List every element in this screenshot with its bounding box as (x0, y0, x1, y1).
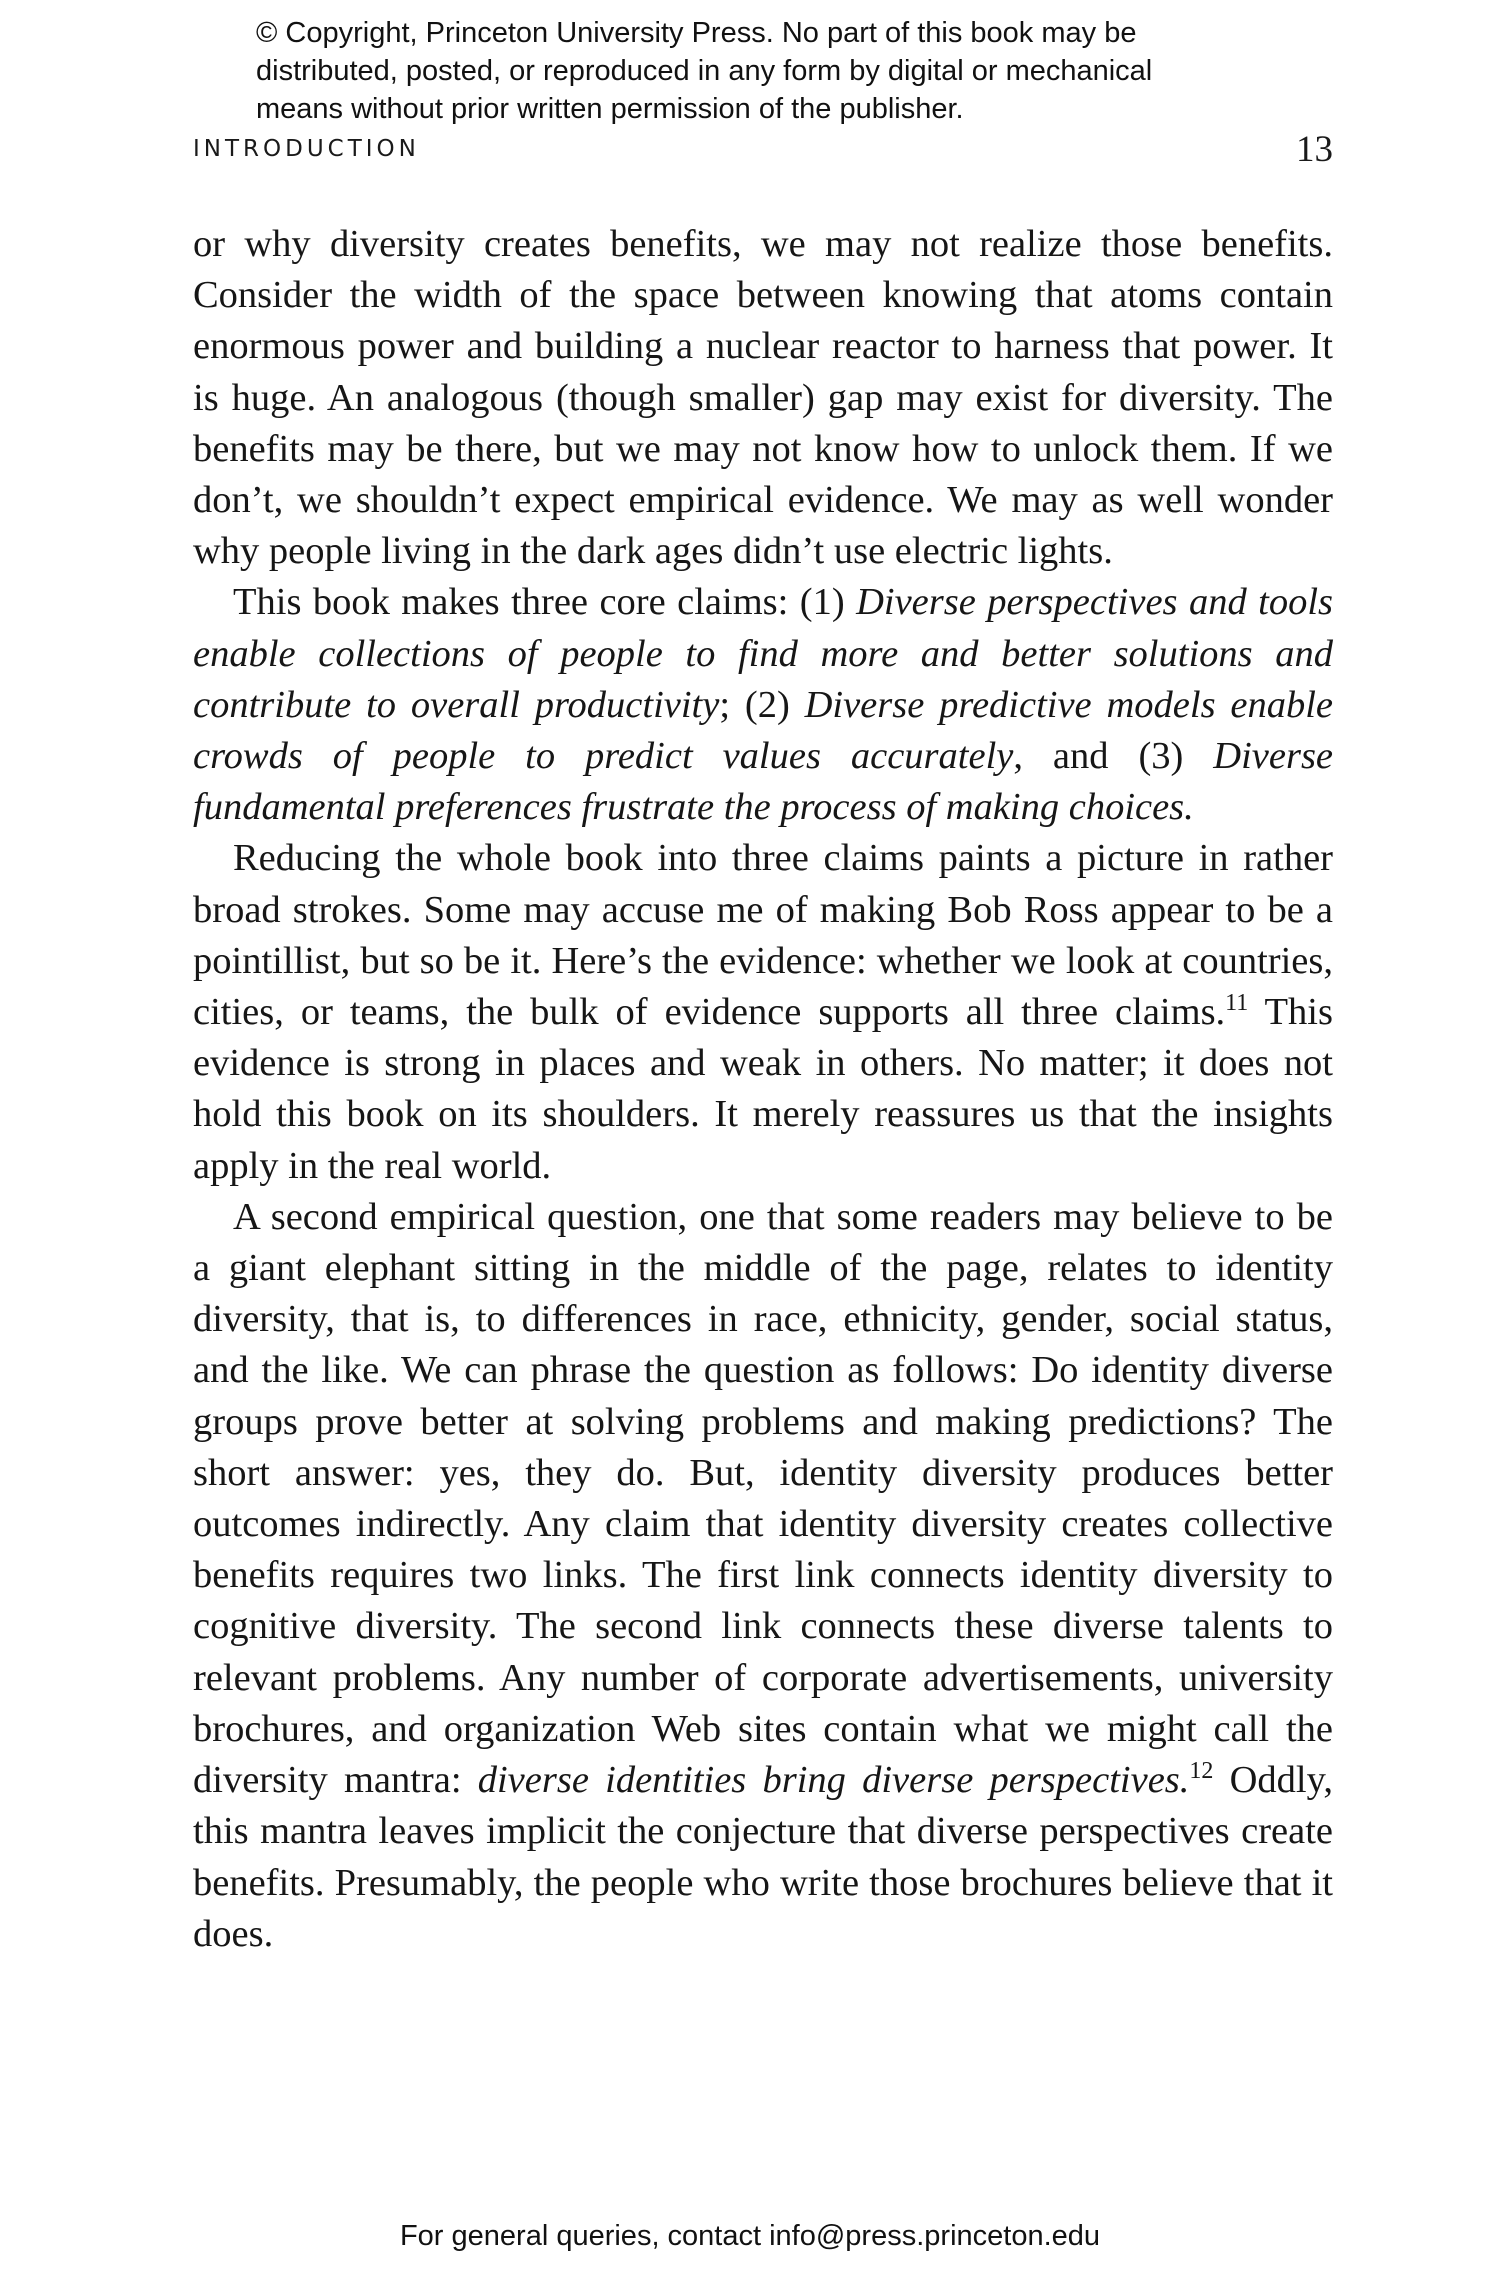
footer-contact: For general queries, contact info@press.princeton.edu (399, 2220, 1101, 2252)
text-segment: or why diversity creates benefits, we may not realize those benefits. Consider the width of the space between knowing that atoms contain enormous power and building a nuclear reactor to harness that power. It is huge. An analogous (though smaller) gap may exist for diversity. The benefits may be there, but we may not know how to unlock them. If we don’t, we shouldn’t expect empirical evidence. We may as well wonder why people living in the dark ages didn’t use electric lights. (193, 223, 1333, 573)
footnote-ref-12[interactable]: 12 (1189, 1758, 1214, 1785)
claim-one-italic: Diverse perspectives and tools enable collections of people to find more and better solutions and contribute to overall productivity (193, 581, 1333, 726)
text-segment: , and (3) (1013, 735, 1214, 778)
running-head: INTRODUCTION (193, 136, 420, 162)
paragraph-continued (193, 219, 1333, 577)
paragraph-identity-diversity (193, 1192, 1333, 1960)
copyright-line: means without prior written permission of the publisher. (256, 93, 964, 125)
page-number: 13 (1296, 129, 1333, 170)
text-segment: Reducing the whole book into three claims paints a picture in rather broad strokes. Some may accuse me of making Bob Ross appear to be a pointillist, but so be it. Here’s the evidence: whether we look at countries, cities, or teams, the bulk of evidence supports all three claims. (193, 837, 1333, 1034)
text-segment: This evidence is strong in places and weak in others. No matter; it does not hold this book on its shoulders. It merely reassures us that the insights apply in the real world. (193, 991, 1333, 1187)
text-segment: ; (2) (719, 683, 805, 726)
copyright-line: distributed, posted, or reproduced in any form by digital or mechanical (256, 55, 1153, 87)
paragraph-core-claims (193, 577, 1333, 833)
text-segment: A second empirical question, one that some readers may believe to be a giant elephant sitting in the middle of the page, relates to identity diversity, that is, to differences in race, ethnicity, gender, social status, and the like. We can phrase the question as follows: Do identity diverse groups prove better at solving problems and making predictions? The short answer: yes, they do. But, identity diversity produces better outcomes indirectly. Any claim that identity diversity creates collective benefits requires two links. The first link connects identity diversity to cognitive diversity. The second link connects these diverse talents to relevant problems. Any number of corporate advertisements, university brochures, and organization Web sites contain what we might call the diversity mantra: (193, 1195, 1333, 1802)
footnote-ref-11[interactable]: 11 (1225, 990, 1249, 1017)
diversity-mantra-italic: diverse identities bring diverse perspectives. (477, 1759, 1190, 1802)
claim-two-italic: Diverse predictive models enable crowds of people to predict values accurately (193, 683, 1333, 778)
copyright-notice (256, 14, 1356, 128)
body-text (193, 219, 1333, 1960)
paragraph-evidence (193, 833, 1333, 1191)
text-segment: Oddly, this mantra leaves implicit the conjecture that diverse perspectives create benefits. Presumably, the people who write those brochures believe that it does. (193, 1759, 1333, 1955)
text-segment: This book makes three core claims: (1) (233, 581, 857, 624)
claim-three-italic: Diverse fundamental preferences frustrate the process of making choices. (193, 735, 1334, 829)
copyright-line: © Copyright, Princeton University Press. No part of this book may be (256, 17, 1137, 49)
